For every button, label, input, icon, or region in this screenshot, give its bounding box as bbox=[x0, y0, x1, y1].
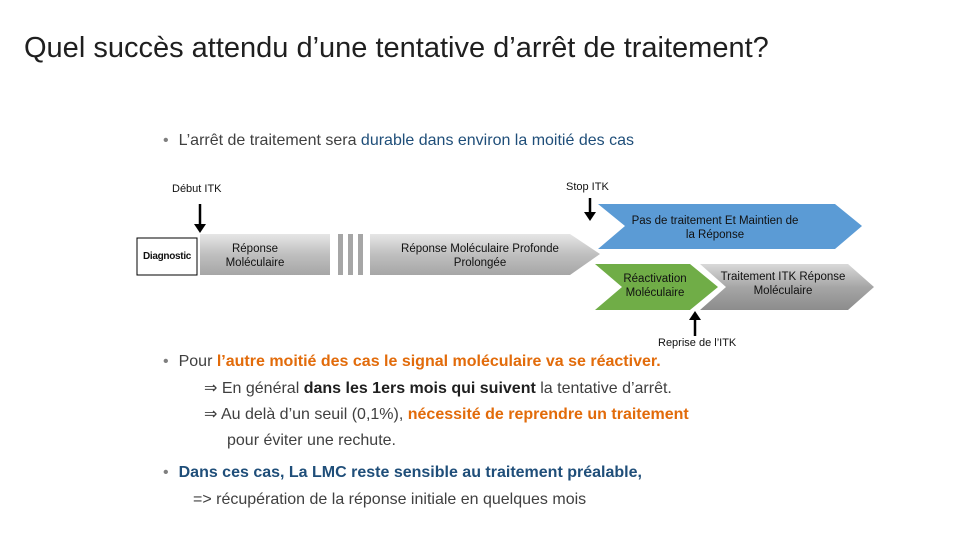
reactivation-label: Réactivation Moléculaire bbox=[623, 273, 687, 299]
bullet-dot: • bbox=[163, 464, 169, 481]
bullet-highlight: Dans ces cas, La LMC reste sensible au traitement préalable, bbox=[178, 464, 642, 481]
implies-icon: ⇒ bbox=[204, 380, 218, 397]
bullet-dot: • bbox=[163, 132, 169, 149]
traitement-itk-label: Traitement ITK Réponse Moléculaire bbox=[720, 271, 846, 297]
sub-bullet-3: => récupération de la réponse initiale en quelques mois bbox=[193, 491, 587, 508]
bullet-reactivation bbox=[163, 352, 661, 372]
implies-icon: ⇒ bbox=[204, 406, 218, 423]
page-title: Quel succès attendu d’une tentative d’arrêt de traitement? bbox=[24, 32, 769, 64]
debut-arrowhead bbox=[194, 224, 206, 233]
sub-bullet-2 bbox=[204, 405, 689, 425]
sub-highlight: nécessité de reprendre un traitement bbox=[407, 406, 689, 423]
break-bar-3 bbox=[358, 234, 363, 275]
reponse-profonde-label: Réponse Moléculaire Profonde Prolongée bbox=[401, 243, 559, 269]
reponse-moleculaire-label: Réponse Moléculaire bbox=[225, 243, 285, 269]
sub-text: Au delà d’un seuil (0,1%), bbox=[220, 406, 408, 423]
reprise-itk-label: Reprise de l’ITK bbox=[658, 337, 737, 349]
bullet-highlight: l’autre moitié des cas le signal moléculaire va se réactiver. bbox=[216, 353, 661, 370]
bullet-text: Pour bbox=[178, 353, 217, 370]
break-bar-2 bbox=[348, 234, 353, 275]
bullet-highlight: durable dans environ la moitié des cas bbox=[360, 132, 634, 149]
stop-itk-label: Stop ITK bbox=[566, 181, 609, 193]
sub-bullet-2-cont: pour éviter une rechute. bbox=[227, 432, 396, 449]
stop-arrowhead bbox=[584, 212, 596, 221]
diagnostic-label: Diagnostic bbox=[142, 251, 192, 262]
bullet-text: L’arrêt de traitement sera bbox=[178, 132, 361, 149]
reprise-arrowhead bbox=[689, 311, 701, 320]
break-bar-1 bbox=[338, 234, 343, 275]
sub-text: la tentative d’arrêt. bbox=[535, 380, 672, 397]
bullet-dot: • bbox=[163, 353, 169, 370]
debut-itk-label: Début ITK bbox=[172, 183, 222, 195]
sub-bullet-1 bbox=[204, 379, 672, 399]
sub-highlight: dans les 1ers mois qui suivent bbox=[303, 380, 536, 397]
pas-traitement-label: Pas de traitement Et Maintien de la Réponse bbox=[631, 215, 799, 241]
sub-text: En général bbox=[221, 380, 304, 397]
bullet-sensible bbox=[163, 463, 642, 483]
